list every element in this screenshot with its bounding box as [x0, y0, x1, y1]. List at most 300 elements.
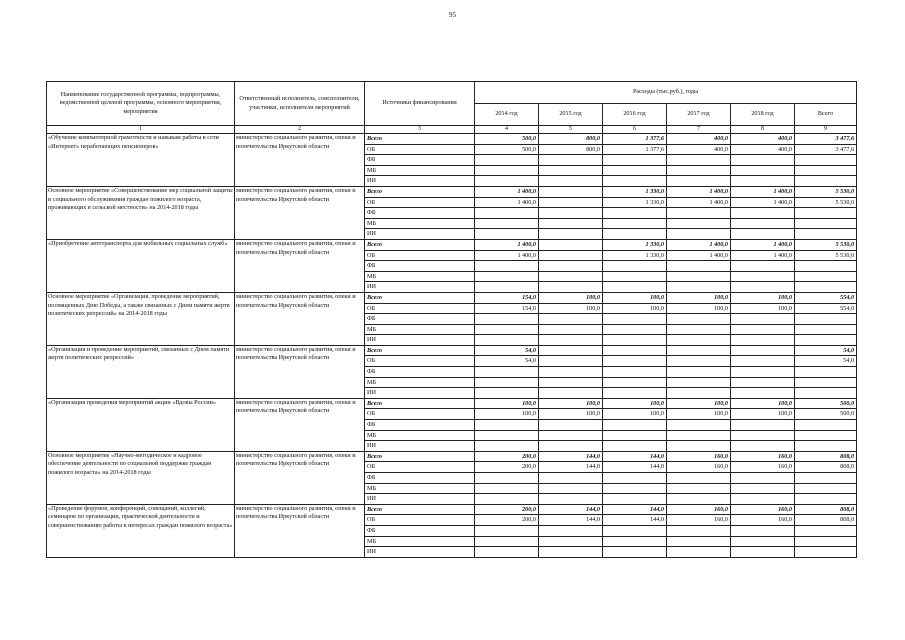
funding-source: МБ: [365, 218, 475, 229]
amount-cell: 1 400,0: [731, 186, 795, 197]
table-row: [47, 335, 857, 346]
amount-cell: 5 530,0: [795, 250, 857, 261]
amount-cell: [667, 536, 731, 547]
amount-cell: 160,0: [667, 462, 731, 473]
amount-cell: [603, 420, 667, 431]
table-row: [47, 282, 857, 293]
amount-cell: [475, 314, 539, 325]
measure-name-cont: [47, 367, 235, 378]
amount-cell: [795, 218, 857, 229]
amount-cell: 1 400,0: [731, 250, 795, 261]
amount-cell: [475, 367, 539, 378]
measure-executor-cont: [235, 367, 365, 378]
amount-cell: [603, 388, 667, 399]
column-number: 5: [539, 126, 603, 134]
amount-cell: [667, 282, 731, 293]
amount-cell: 5 530,0: [795, 239, 857, 250]
amount-cell: 1 400,0: [667, 250, 731, 261]
amount-cell: 160,0: [667, 504, 731, 515]
amount-cell: 1 400,0: [475, 250, 539, 261]
amount-cell: [475, 547, 539, 558]
amount-cell: [603, 536, 667, 547]
measure-executor-cont: [235, 335, 365, 346]
financing-table: [46, 81, 857, 558]
measure-executor-cont: [235, 155, 365, 166]
funding-source: ОБ: [365, 356, 475, 367]
amount-cell: [603, 155, 667, 166]
funding-source: Всего: [365, 292, 475, 303]
measure-name-cont: [47, 282, 235, 293]
table-row: [47, 186, 857, 197]
amount-cell: [475, 335, 539, 346]
amount-cell: [667, 473, 731, 484]
funding-source: МБ: [365, 165, 475, 176]
amount-cell: [603, 345, 667, 356]
measure-name-cont: [47, 229, 235, 240]
amount-cell: [731, 473, 795, 484]
amount-cell: [539, 229, 603, 240]
amount-cell: 1 400,0: [475, 239, 539, 250]
measure-executor-cont: [235, 483, 365, 494]
measure-executor-cont: [235, 176, 365, 187]
amount-cell: 144,0: [539, 515, 603, 526]
amount-cell: [603, 218, 667, 229]
amount-cell: 54,0: [795, 356, 857, 367]
amount-cell: [667, 165, 731, 176]
amount-cell: [731, 494, 795, 505]
amount-cell: 1 400,0: [475, 197, 539, 208]
amount-cell: [731, 176, 795, 187]
table-row: [47, 176, 857, 187]
funding-source: Всего: [365, 186, 475, 197]
measure-executor-cont: [235, 377, 365, 388]
amount-cell: [539, 271, 603, 282]
measure-executor-cont: [235, 282, 365, 293]
amount-cell: [795, 155, 857, 166]
amount-cell: [731, 420, 795, 431]
amount-cell: [539, 176, 603, 187]
measure-executor: [235, 134, 365, 150]
amount-cell: 100,0: [539, 292, 603, 303]
table-row: [47, 547, 857, 558]
amount-cell: [795, 494, 857, 505]
table-row: [47, 420, 857, 431]
amount-cell: 200,0: [475, 504, 539, 515]
amount-cell: [667, 324, 731, 335]
amount-cell: [795, 525, 857, 536]
measure-name-cont: [47, 165, 235, 176]
amount-cell: 100,0: [667, 303, 731, 314]
amount-cell: [795, 430, 857, 441]
amount-cell: [539, 250, 603, 261]
funding-source: ИИ: [365, 388, 475, 399]
table-row: [47, 134, 857, 145]
amount-cell: 1 400,0: [475, 186, 539, 197]
measure-executor-cont: [235, 229, 365, 240]
table-row: [47, 271, 857, 282]
amount-cell: 1 400,0: [667, 186, 731, 197]
amount-cell: 200,0: [475, 451, 539, 462]
amount-cell: [475, 430, 539, 441]
amount-cell: [603, 314, 667, 325]
amount-cell: [667, 483, 731, 494]
amount-cell: [475, 282, 539, 293]
measure-name-cont: [47, 409, 235, 420]
amount-cell: [539, 335, 603, 346]
funding-source: МБ: [365, 324, 475, 335]
amount-cell: [539, 494, 603, 505]
measure-executor-text: министерство социального развития, опеки и попечительства Иркутской области: [236, 398, 356, 415]
measure-name-text: «Приобретение автотранспорта для мобильных социальных служб»: [48, 239, 228, 247]
funding-source: Всего: [365, 451, 475, 462]
measure-executor-cont: [235, 208, 365, 219]
amount-cell: 1 377,6: [603, 134, 667, 145]
amount-cell: [475, 525, 539, 536]
table-row: [47, 292, 857, 303]
amount-cell: [603, 356, 667, 367]
funding-source: Всего: [365, 345, 475, 356]
amount-cell: 100,0: [667, 398, 731, 409]
amount-cell: 100,0: [603, 409, 667, 420]
amount-cell: 400,0: [731, 144, 795, 155]
funding-source: ОБ: [365, 515, 475, 526]
measure-executor-cont: [235, 165, 365, 176]
column-number: 9: [795, 126, 857, 134]
amount-cell: 808,0: [795, 462, 857, 473]
amount-cell: [603, 271, 667, 282]
amount-cell: 200,0: [475, 515, 539, 526]
amount-cell: 100,0: [539, 398, 603, 409]
amount-cell: [795, 229, 857, 240]
amount-cell: [539, 473, 603, 484]
amount-cell: [795, 324, 857, 335]
measure-name-cont: [47, 430, 235, 441]
amount-cell: [539, 441, 603, 452]
measure-executor: [235, 345, 365, 362]
amount-cell: [731, 377, 795, 388]
amount-cell: 100,0: [475, 409, 539, 420]
column-number: 1: [47, 126, 235, 134]
amount-cell: 160,0: [667, 451, 731, 462]
amount-cell: [603, 377, 667, 388]
measure-name-text: «Проведение форумов, конференций, совещаний, коллегий, семинаров по организации, практической деятельности и совершенствованию работы в интересах граждан пожилого возраста»: [48, 504, 233, 529]
measure-name-cont: [47, 261, 235, 272]
amount-cell: 1 330,0: [603, 197, 667, 208]
header-total: Всего: [795, 104, 857, 126]
amount-cell: [603, 165, 667, 176]
measure-executor-cont: [235, 473, 365, 484]
amount-cell: 160,0: [731, 504, 795, 515]
measure-executor-cont: [235, 261, 365, 272]
measure-name: [47, 239, 235, 250]
amount-cell: [603, 525, 667, 536]
amount-cell: [667, 335, 731, 346]
amount-cell: [795, 473, 857, 484]
amount-cell: [731, 388, 795, 399]
amount-cell: [539, 430, 603, 441]
amount-cell: [475, 536, 539, 547]
amount-cell: [667, 367, 731, 378]
amount-cell: [539, 314, 603, 325]
amount-cell: 100,0: [667, 292, 731, 303]
measure-name-cont: [47, 483, 235, 494]
measure-name-cont: [47, 218, 235, 229]
amount-cell: [731, 208, 795, 219]
measure-name-text: «Обучение компьютерной грамотности и навыкам работы в сети «Интернет» неработающих пенсионеров»: [48, 134, 219, 150]
page-number: 95: [449, 11, 456, 19]
amount-cell: [475, 441, 539, 452]
measure-executor-text: министерство социального развития, опеки и попечительства Иркутской области: [236, 504, 356, 521]
amount-cell: 1 377,6: [603, 144, 667, 155]
amount-cell: 1 400,0: [667, 239, 731, 250]
measure-name-cont: [47, 176, 235, 187]
amount-cell: 5 530,0: [795, 186, 857, 197]
funding-source: ИИ: [365, 335, 475, 346]
amount-cell: 1 330,0: [603, 239, 667, 250]
amount-cell: [475, 473, 539, 484]
amount-cell: [795, 388, 857, 399]
measure-name: [47, 292, 235, 318]
funding-source: ФБ: [365, 473, 475, 484]
amount-cell: [667, 494, 731, 505]
amount-cell: [731, 547, 795, 558]
amount-cell: 144,0: [539, 451, 603, 462]
amount-cell: 154,0: [475, 303, 539, 314]
measure-executor: [235, 504, 365, 521]
amount-cell: [539, 367, 603, 378]
amount-cell: 154,0: [475, 292, 539, 303]
amount-cell: [731, 261, 795, 272]
amount-cell: [667, 314, 731, 325]
amount-cell: [731, 536, 795, 547]
funding-source: ФБ: [365, 314, 475, 325]
header-year-2017: 2017 год: [667, 104, 731, 126]
funding-source: МБ: [365, 483, 475, 494]
column-number: 7: [667, 126, 731, 134]
amount-cell: [475, 176, 539, 187]
amount-cell: [795, 176, 857, 187]
amount-cell: 160,0: [731, 515, 795, 526]
amount-cell: [667, 525, 731, 536]
header-year-2018: 2018 год: [731, 104, 795, 126]
measure-executor-cont: [235, 420, 365, 431]
amount-cell: [667, 271, 731, 282]
table-row: [47, 483, 857, 494]
amount-cell: [731, 525, 795, 536]
amount-cell: [539, 525, 603, 536]
measure-name: [47, 504, 235, 529]
measure-name: [47, 186, 235, 212]
table-row: [47, 367, 857, 378]
amount-cell: [539, 261, 603, 272]
amount-cell: [603, 229, 667, 240]
amount-cell: [795, 261, 857, 272]
amount-cell: [539, 483, 603, 494]
measure-executor-cont: [235, 547, 365, 558]
amount-cell: 100,0: [731, 398, 795, 409]
amount-cell: [731, 345, 795, 356]
amount-cell: 400,0: [731, 134, 795, 145]
amount-cell: [667, 155, 731, 166]
amount-cell: [539, 356, 603, 367]
amount-cell: [667, 547, 731, 558]
amount-cell: [731, 271, 795, 282]
amount-cell: [731, 441, 795, 452]
amount-cell: 54,0: [475, 345, 539, 356]
table-row: [47, 155, 857, 166]
measure-name-cont: [47, 547, 235, 558]
measure-executor-cont: [235, 525, 365, 536]
measure-executor: [235, 292, 365, 309]
amount-cell: [667, 176, 731, 187]
table-row: [47, 261, 857, 272]
measure-name-text: «Организация проведения мероприятий акции «Вдовы России»: [48, 398, 216, 406]
measure-executor: [235, 186, 365, 203]
amount-cell: [795, 314, 857, 325]
measure-executor: [235, 451, 365, 468]
amount-cell: 500,0: [475, 134, 539, 145]
amount-cell: [795, 547, 857, 558]
amount-cell: [539, 218, 603, 229]
funding-source: ФБ: [365, 208, 475, 219]
funding-source: Всего: [365, 504, 475, 515]
amount-cell: [475, 218, 539, 229]
funding-source: ОБ: [365, 144, 475, 155]
table-row: [47, 324, 857, 335]
amount-cell: [539, 377, 603, 388]
amount-cell: [539, 155, 603, 166]
measure-name-cont: [47, 420, 235, 431]
amount-cell: [539, 324, 603, 335]
amount-cell: [475, 155, 539, 166]
amount-cell: 500,0: [795, 409, 857, 420]
amount-cell: 144,0: [539, 504, 603, 515]
funding-source: МБ: [365, 430, 475, 441]
amount-cell: [539, 186, 603, 197]
funding-source: ФБ: [365, 420, 475, 431]
measure-name-cont: [47, 494, 235, 505]
funding-source: ФБ: [365, 367, 475, 378]
column-number: 6: [603, 126, 667, 134]
column-number: 4: [475, 126, 539, 134]
measure-name-text: Основное мероприятие «Совершенствование мер социальной защиты и социального обслуживания граждан пожилого возраста, проживающих в сельской местности» на 2014-2018 годы: [48, 186, 233, 212]
funding-source: ОБ: [365, 250, 475, 261]
amount-cell: 200,0: [475, 462, 539, 473]
amount-cell: 808,0: [795, 451, 857, 462]
table-row: [47, 451, 857, 462]
amount-cell: 3 477,6: [795, 134, 857, 145]
measure-name: [47, 398, 235, 409]
amount-cell: 100,0: [603, 292, 667, 303]
amount-cell: 144,0: [603, 515, 667, 526]
amount-cell: [475, 271, 539, 282]
measure-executor-text: министерство социального развития, опеки и попечительства Иркутской области: [236, 134, 356, 150]
measure-name-cont: [47, 388, 235, 399]
amount-cell: 400,0: [667, 144, 731, 155]
amount-cell: [539, 197, 603, 208]
amount-cell: 54,0: [475, 356, 539, 367]
measure-name-text: Основное мероприятие «Организация, проведение мероприятий, посвященных Дню Победы, а также связанных с Днем памяти жертв политических репрессий» на 2014-2018 годы: [48, 292, 230, 318]
amount-cell: 1 330,0: [603, 250, 667, 261]
measure-name-text: «Организация и проведение мероприятий, связанных с Днем памяти жертв политических репрессий»: [48, 345, 230, 362]
amount-cell: [795, 271, 857, 282]
amount-cell: [539, 388, 603, 399]
header-executor: Ответственный исполнитель, соисполнители, участники, исполнители мероприятий: [235, 82, 365, 126]
measure-executor: [235, 239, 365, 256]
amount-cell: [475, 377, 539, 388]
amount-cell: [667, 388, 731, 399]
table-row: [47, 250, 857, 261]
amount-cell: [603, 324, 667, 335]
measure-name-cont: [47, 155, 235, 166]
amount-cell: 160,0: [667, 515, 731, 526]
amount-cell: [603, 367, 667, 378]
column-number: 8: [731, 126, 795, 134]
table-row: [47, 345, 857, 356]
amount-cell: [475, 388, 539, 399]
funding-source: ИИ: [365, 229, 475, 240]
measure-executor-cont: [235, 441, 365, 452]
amount-cell: 100,0: [731, 303, 795, 314]
amount-cell: 100,0: [667, 409, 731, 420]
table-row: [47, 494, 857, 505]
amount-cell: [667, 441, 731, 452]
measure-name-cont: [47, 335, 235, 346]
amount-cell: 5 530,0: [795, 197, 857, 208]
amount-cell: [475, 324, 539, 335]
amount-cell: [539, 282, 603, 293]
funding-source: ИИ: [365, 282, 475, 293]
measure-name: [47, 134, 235, 150]
table-row: [47, 441, 857, 452]
measure-executor-cont: [235, 430, 365, 441]
amount-cell: 100,0: [731, 409, 795, 420]
amount-cell: [795, 208, 857, 219]
amount-cell: 800,0: [539, 134, 603, 145]
measure-executor-cont: [235, 271, 365, 282]
funding-source: ФБ: [365, 525, 475, 536]
amount-cell: [475, 494, 539, 505]
amount-cell: [667, 377, 731, 388]
amount-cell: [603, 441, 667, 452]
amount-cell: 160,0: [731, 462, 795, 473]
amount-cell: [539, 208, 603, 219]
measure-executor-cont: [235, 536, 365, 547]
funding-source: ФБ: [365, 155, 475, 166]
amount-cell: [795, 367, 857, 378]
amount-cell: 3 477,6: [795, 144, 857, 155]
funding-source: Всего: [365, 239, 475, 250]
funding-source: ИИ: [365, 441, 475, 452]
measure-name-cont: [47, 536, 235, 547]
amount-cell: 100,0: [603, 303, 667, 314]
amount-cell: 160,0: [731, 451, 795, 462]
amount-cell: 100,0: [475, 398, 539, 409]
header-year-2014: 2014 год: [475, 104, 539, 126]
funding-source: Всего: [365, 398, 475, 409]
amount-cell: [539, 547, 603, 558]
measure-name-cont: [47, 250, 235, 261]
measure-executor-text: министерство социального развития, опеки и попечительства Иркутской области: [236, 451, 356, 468]
measure-executor-text: министерство социального развития, опеки и попечительства Иркутской области: [236, 292, 356, 309]
amount-cell: 808,0: [795, 515, 857, 526]
amount-cell: [475, 420, 539, 431]
amount-cell: [667, 430, 731, 441]
amount-cell: 554,0: [795, 303, 857, 314]
amount-cell: 1 400,0: [731, 197, 795, 208]
amount-cell: 1 400,0: [731, 239, 795, 250]
amount-cell: [731, 367, 795, 378]
